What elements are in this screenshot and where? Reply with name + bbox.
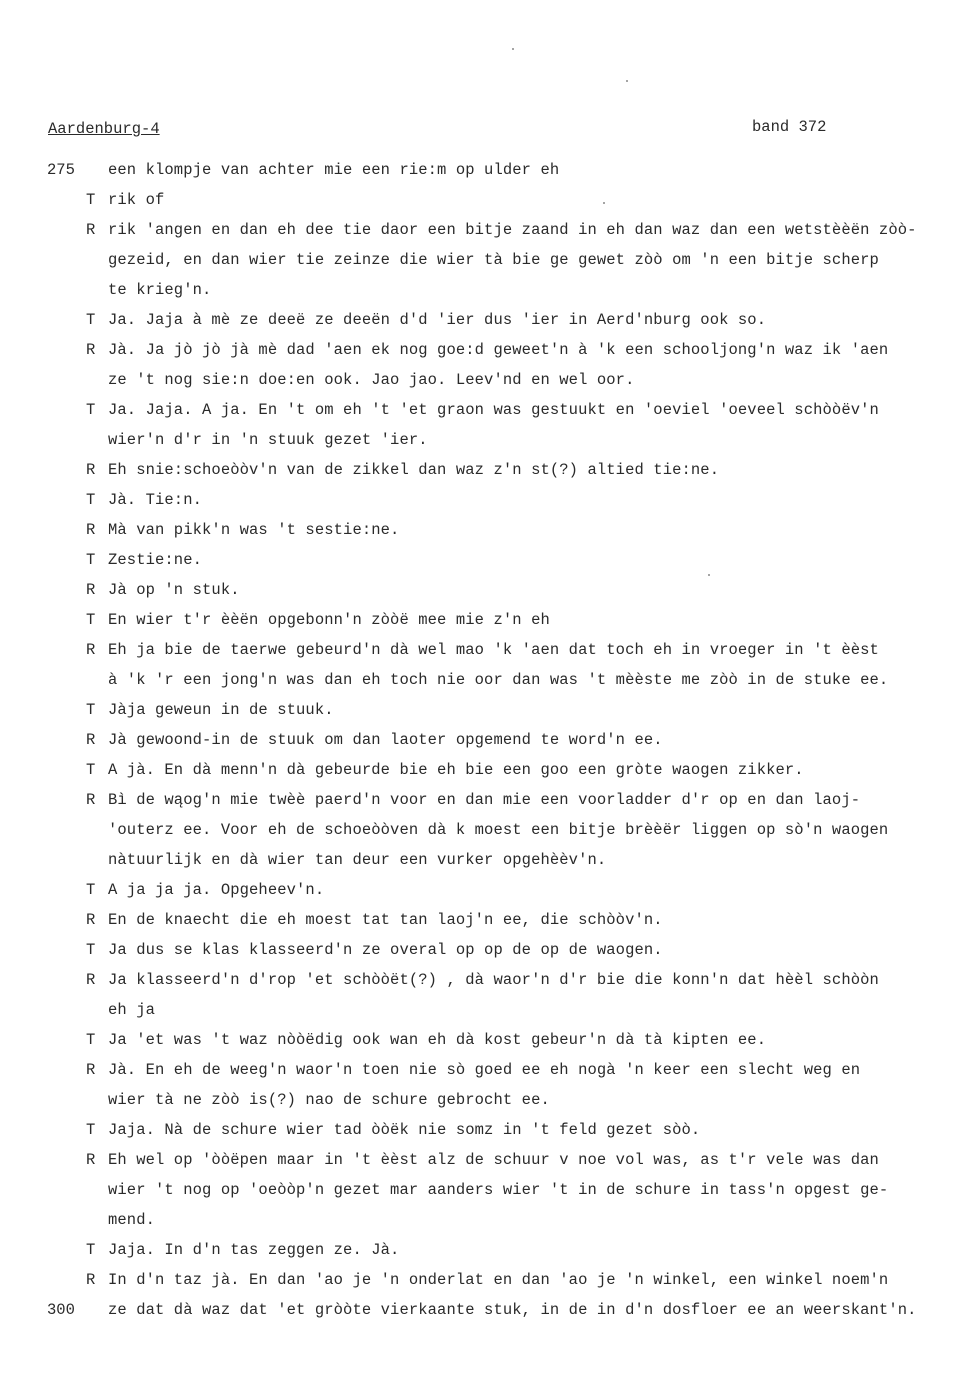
- speaker-label: T: [86, 701, 96, 719]
- utterance-text: Ja klasseerd'n d'rop 'et schòòët(?) , dà waor'n d'r bie die konn'n dat hèèl schòòn: [108, 971, 879, 989]
- transcript-continuation-line: [0, 1290, 979, 1320]
- transcript-line: [0, 480, 979, 510]
- transcript-line: [0, 750, 979, 780]
- transcript-line: [0, 180, 979, 210]
- transcript-line: [0, 390, 979, 420]
- utterance-text: Eh ja bie de taerwe gebeurd'n dà wel mao 'k 'aen dat toch eh in vroeger in 't èèst: [108, 641, 879, 659]
- transcript-line: [0, 1110, 979, 1140]
- utterance-text: Jà op 'n stuk.: [108, 581, 240, 599]
- utterance-text: Bì de wąog'n mie twèè paerd'n voor en dan mie een voorladder d'r op en dan laoj-: [108, 791, 861, 809]
- transcript-line: [0, 930, 979, 960]
- utterance-text: En de knaecht die eh moest tat tan laoj'n ee, die schòòv'n.: [108, 911, 663, 929]
- utterance-text: een klompje van achter mie een rie:m op ulder eh: [108, 161, 560, 179]
- utterance-text: A jà. En dà menn'n dà gebeurde bie eh bie een goo een gròte waogen zikker.: [108, 761, 804, 779]
- transcript: [0, 150, 979, 1320]
- speaker-label: R: [86, 731, 96, 749]
- document-title: Aardenburg-4: [48, 120, 160, 138]
- transcript-continuation-line: [0, 270, 979, 300]
- tape-number: band 372: [752, 118, 827, 136]
- transcript-continuation-line: [0, 1200, 979, 1230]
- utterance-text: ze dat dà waz dat 'et gròòte vierkaante stuk, in de in d'n dosfloer ee an weerskant'n.: [108, 1301, 917, 1319]
- transcript-line: [0, 570, 979, 600]
- speaker-label: R: [86, 971, 96, 989]
- speaker-label: T: [86, 551, 96, 569]
- utterance-text: En wier t'r èèën opgebonn'n zòòë mee mie z'n eh: [108, 611, 550, 629]
- line-number: 275: [47, 161, 75, 179]
- speaker-label: R: [86, 641, 96, 659]
- utterance-text: Eh snie:schoeòòv'n van de zikkel dan waz z'n st(?) altied tie:ne.: [108, 461, 720, 479]
- transcript-line: [0, 1230, 979, 1260]
- transcript-line: [0, 540, 979, 570]
- utterance-text: Mà van pikk'n was 't sestie:ne.: [108, 521, 400, 539]
- utterance-text: Ja 'et was 't waz nòòëdig ook wan eh dà kost gebeur'n dà tà kipten ee.: [108, 1031, 767, 1049]
- transcript-line: [0, 720, 979, 750]
- speaker-label: R: [86, 521, 96, 539]
- speaker-label: R: [86, 791, 96, 809]
- line-number: 300: [47, 1301, 75, 1319]
- utterance-text: Jaja. Nà de schure wier tad òòëk nie somz in 't feld gezet sòò.: [108, 1121, 701, 1139]
- utterance-text: gezeid, en dan wier tie zeinze die wier tà bie ge gewet zòò om 'n een bitje scherp: [108, 251, 879, 269]
- scan-speck: [512, 48, 514, 50]
- utterance-text: rik 'angen en dan eh dee tie daor een bitje zaand in eh dan waz dan een wetstèèën zòò-: [108, 221, 917, 239]
- transcript-continuation-line: [0, 360, 979, 390]
- transcript-line: [0, 1140, 979, 1170]
- utterance-text: In d'n taz jà. En dan 'ao je 'n onderlat en dan 'ao je 'n winkel, een winkel noem'n: [108, 1271, 889, 1289]
- transcript-continuation-line: [0, 810, 979, 840]
- speaker-label: T: [86, 941, 96, 959]
- speaker-label: R: [86, 461, 96, 479]
- transcript-continuation-line: [0, 660, 979, 690]
- transcript-line: [0, 1050, 979, 1080]
- speaker-label: T: [86, 1121, 96, 1139]
- utterance-text: eh ja: [108, 1001, 156, 1019]
- utterance-text: ze 't nog sie:n doe:en ook. Jao jao. Leev'nd en wel oor.: [108, 371, 635, 389]
- utterance-text: te krieg'n.: [108, 281, 212, 299]
- speaker-label: T: [86, 491, 96, 509]
- speaker-label: T: [86, 611, 96, 629]
- speaker-label: R: [86, 1061, 96, 1079]
- utterance-text: Jà. En eh de weeg'n waor'n toen nie sò goed ee eh nogà 'n keer een slecht weg en: [108, 1061, 861, 1079]
- transcript-continuation-line: [0, 990, 979, 1020]
- utterance-text: mend.: [108, 1211, 156, 1229]
- speaker-label: T: [86, 1031, 96, 1049]
- scan-speck: [626, 80, 628, 82]
- utterance-text: wier 't nog op 'oeòòp'n gezet mar aanders wier 't in de schure in tass'n opgest ge-: [108, 1181, 889, 1199]
- utterance-text: Zestie:ne.: [108, 551, 203, 569]
- transcript-continuation-line: [0, 420, 979, 450]
- speaker-label: R: [86, 1271, 96, 1289]
- speaker-label: R: [86, 1151, 96, 1169]
- transcript-line: [0, 1260, 979, 1290]
- transcript-continuation-line: [0, 840, 979, 870]
- speaker-label: T: [86, 311, 96, 329]
- utterance-text: A ja ja ja. Opgeheev'n.: [108, 881, 325, 899]
- utterance-text: Eh wel op 'òòëpen maar in 't èèst alz de schuur v noe vol was, as t'r vele was dan: [108, 1151, 879, 1169]
- transcript-line: [0, 870, 979, 900]
- speaker-label: R: [86, 911, 96, 929]
- transcript-line: [0, 450, 979, 480]
- utterance-text: wier'n d'r in 'n stuuk gezet 'ier.: [108, 431, 428, 449]
- transcript-line: [0, 960, 979, 990]
- utterance-text: Jà gewoond-in de stuuk om dan laoter opgemend te word'n ee.: [108, 731, 663, 749]
- speaker-label: T: [86, 1241, 96, 1259]
- transcript-line: [0, 210, 979, 240]
- utterance-text: Ja. Jaja à mè ze deeë ze deeën d'd 'ier dus 'ier in Aerd'nburg ook so.: [108, 311, 767, 329]
- scan-speck: [603, 202, 605, 204]
- utterance-text: Jàja geweun in de stuuk.: [108, 701, 334, 719]
- utterance-text: Jaja. In d'n tas zeggen ze. Jà.: [108, 1241, 400, 1259]
- utterance-text: Ja dus se klas klasseerd'n ze overal op op de op de waogen.: [108, 941, 663, 959]
- transcript-continuation-line: [0, 240, 979, 270]
- transcript-continuation-line: [0, 1170, 979, 1200]
- utterance-text: nàtuurlijk en dà wier tan deur een vurker opgehèèv'n.: [108, 851, 607, 869]
- utterance-text: wier tà ne zòò is(?) nao de schure gebrocht ee.: [108, 1091, 550, 1109]
- transcript-line: [0, 690, 979, 720]
- speaker-label: R: [86, 341, 96, 359]
- transcript-line: [0, 510, 979, 540]
- transcript-line: [0, 900, 979, 930]
- transcript-line: [0, 780, 979, 810]
- speaker-label: R: [86, 221, 96, 239]
- utterance-text: Ja. Jaja. A ja. En 't om eh 't 'et graon was gestuukt en 'oeviel 'oeveel schòòëv'n: [108, 401, 879, 419]
- utterance-text: rik of: [108, 191, 165, 209]
- utterance-text: à 'k 'r een jong'n was dan eh toch nie oor dan was 't mèèste me zòò in de stuke ee.: [108, 671, 889, 689]
- transcript-line: [0, 600, 979, 630]
- transcript-line: [0, 300, 979, 330]
- speaker-label: T: [86, 761, 96, 779]
- utterance-text: Jà. Tie:n.: [108, 491, 203, 509]
- utterance-text: Jà. Ja jò jò jà mè dad 'aen ek nog goe:d geweet'n à 'k een schooljong'n waz ik 'aen: [108, 341, 889, 359]
- transcript-line: [0, 630, 979, 660]
- speaker-label: T: [86, 881, 96, 899]
- transcript-line: [0, 150, 979, 180]
- transcript-line: [0, 330, 979, 360]
- utterance-text: 'outerz ee. Voor eh de schoeòòven dà k moest een bitje brèèër liggen op sò'n waogen: [108, 821, 889, 839]
- transcript-continuation-line: [0, 1080, 979, 1110]
- transcript-line: [0, 1020, 979, 1050]
- speaker-label: T: [86, 191, 96, 209]
- scan-speck: [708, 574, 710, 576]
- speaker-label: T: [86, 401, 96, 419]
- speaker-label: R: [86, 581, 96, 599]
